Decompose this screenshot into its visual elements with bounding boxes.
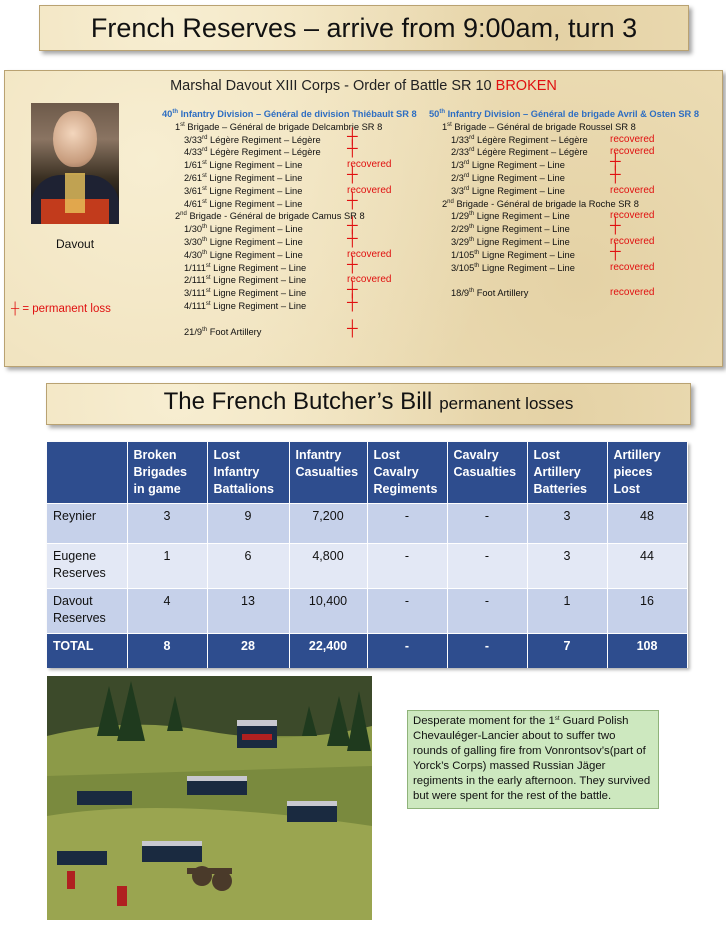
column-header: Lost Artillery Batteries xyxy=(527,442,607,504)
unit-row: 1/30th Ligne Regiment – Line ┼ xyxy=(184,217,358,235)
table-cell: 22,400 xyxy=(289,634,367,669)
column-header: Lost Infantry Battalions xyxy=(207,442,289,504)
cross-icon: ┼ xyxy=(11,303,20,315)
table-cell: 3 xyxy=(527,504,607,544)
table-cell: - xyxy=(447,634,527,669)
table-cell: - xyxy=(447,504,527,544)
permanent-loss-cross-icon: ┼ xyxy=(347,140,358,158)
table-header-row xyxy=(47,442,687,504)
unit-row: 3/111st Ligne Regiment – Line ┼ xyxy=(184,281,358,299)
permanent-loss-cross-icon: ┼ xyxy=(347,293,358,311)
row-label: TOTAL xyxy=(47,634,127,669)
row-label: Reynier xyxy=(47,504,127,544)
division-heading: 50th Infantry Division – Général de brigade Avril & Osten SR 8 xyxy=(429,109,700,119)
unit-row: 3/61st Ligne Regiment – Line recovered xyxy=(184,184,392,196)
broken-status: BROKEN xyxy=(495,78,557,94)
davout-portrait xyxy=(31,103,119,224)
permanent-loss-cross-icon: ┼ xyxy=(347,217,358,235)
losses-table xyxy=(47,442,688,668)
column-header: Infantry Casualties xyxy=(289,442,367,504)
table-cell: 7 xyxy=(527,634,607,669)
permanent-loss-cross-icon: ┼ xyxy=(347,127,358,145)
photo-caption: Desperate moment for the 1st Guard Polish Chevauléger-Lancier about to suffer two rounds of galling fire from Vonrontsov’s(part of Yorck’s Corps) massed Russian Jäger regiments in the early afternoon. They survived but were spent for the rest of the battle. xyxy=(407,710,659,809)
recovered-label: recovered xyxy=(347,159,392,171)
table-cell: 1 xyxy=(127,544,207,589)
unit-row: 1/111st Ligne Regiment – Line ┼ xyxy=(184,255,358,273)
table-cell: 9 xyxy=(207,504,289,544)
unit-row: 18/9th Foot Artillery recovered xyxy=(451,287,655,299)
unit-list xyxy=(429,121,719,300)
permanent-loss-cross-icon: ┼ xyxy=(610,153,621,171)
order-of-battle-panel xyxy=(4,70,723,367)
column-header xyxy=(47,442,127,504)
table-row xyxy=(47,544,687,589)
recovered-label: recovered xyxy=(347,184,392,196)
recovered-label: recovered xyxy=(347,248,392,260)
permanent-loss-cross-icon: ┼ xyxy=(347,191,358,209)
table-cell: 48 xyxy=(607,504,687,544)
brigade-heading: 1st Brigade – Général de brigade Roussel SR 8 xyxy=(442,121,636,132)
table-cell: 4 xyxy=(127,589,207,634)
table-cell: 7,200 xyxy=(289,504,367,544)
table-cell: 8 xyxy=(127,634,207,669)
permanent-loss-cross-icon: ┼ xyxy=(347,255,358,273)
wargame-photo xyxy=(47,676,372,920)
column-header: Cavalry Casualties xyxy=(447,442,527,504)
total-row xyxy=(47,634,687,669)
permanent-loss-cross-icon: ┼ xyxy=(347,165,358,183)
permanent-loss-legend: ┼ = permanent loss xyxy=(11,303,111,315)
table-cell: 44 xyxy=(607,544,687,589)
unit-row: 3/3rd Ligne Regiment – Line recovered xyxy=(451,184,655,196)
permanent-loss-cross-icon: ┼ xyxy=(347,281,358,299)
brigade-heading: 2nd Brigade - Général de brigade la Roche SR 8 xyxy=(442,198,639,209)
recovered-label: recovered xyxy=(610,184,655,196)
unit-row: 1/61st Ligne Regiment – Line recovered xyxy=(184,159,392,171)
reserves-banner xyxy=(39,5,689,51)
permanent-loss-cross-icon: ┼ xyxy=(347,229,358,247)
portrait-caption: Davout xyxy=(56,237,95,251)
table-row xyxy=(47,504,687,544)
table-cell: - xyxy=(367,589,447,634)
unit-row: 3/29th Ligne Regiment – Line recovered xyxy=(451,235,655,247)
oob-title: Marshal Davout XIII Corps - Order of Battle SR 10 BROKEN xyxy=(170,78,557,94)
division-heading: 40th Infantry Division – Général de division Thiébault SR 8 xyxy=(162,109,417,119)
table-cell: 3 xyxy=(127,504,207,544)
butchers-bill-banner xyxy=(46,383,691,425)
table-cell: - xyxy=(447,544,527,589)
table-cell: - xyxy=(367,634,447,669)
unit-row: 1/33rd Légère Regiment – Légère recovered xyxy=(451,133,655,145)
recovered-label: recovered xyxy=(610,210,655,222)
table-cell: 28 xyxy=(207,634,289,669)
row-label: Davout Reserves xyxy=(47,589,127,634)
unit-row: 3/105th Ligne Regiment – Line recovered xyxy=(451,261,655,273)
reserves-banner-title: French Reserves – arrive from 9:00am, turn 3 xyxy=(90,12,638,43)
row-label: Eugene Reserves xyxy=(47,544,127,589)
unit-row: 2/111st Ligne Regiment – Line recovered xyxy=(184,274,392,286)
brigade-heading: 2nd Brigade - Général de brigade Camus SR 8 xyxy=(175,211,365,222)
unit-row: 2/33rd Légère Regiment – Légère recovered xyxy=(451,146,655,158)
table-row xyxy=(47,589,687,634)
brigade-heading: 1st Brigade – Général de brigade Delcambrie SR 8 xyxy=(175,121,383,132)
table-cell: 6 xyxy=(207,544,289,589)
column-header: Artillery pieces Lost xyxy=(607,442,687,504)
unit-row: 1/3rd Ligne Regiment – Line ┼ xyxy=(451,153,621,171)
table-cell: - xyxy=(367,504,447,544)
recovered-label: recovered xyxy=(347,274,392,286)
unit-row: 4/61st Ligne Regiment – Line ┼ xyxy=(184,191,358,209)
recovered-label: recovered xyxy=(610,235,655,247)
table-cell: 108 xyxy=(607,634,687,669)
table-cell: 1 xyxy=(527,589,607,634)
unit-row: 21/9th Foot Artillery ┼ xyxy=(184,319,358,337)
butchers-bill-subtitle: permanent losses xyxy=(439,394,574,413)
permanent-loss-cross-icon: ┼ xyxy=(610,242,621,260)
unit-list xyxy=(162,121,432,339)
recovered-label: recovered xyxy=(610,133,655,145)
unit-row: 1/105th Ligne Regiment – Line ┼ xyxy=(451,242,621,260)
unit-row: 4/33rd Légère Regiment – Légère ┼ xyxy=(184,140,358,158)
unit-row: 3/33rd Légère Regiment – Légère ┼ xyxy=(184,127,358,145)
unit-row xyxy=(429,274,719,287)
table-cell: 16 xyxy=(607,589,687,634)
unit-row xyxy=(162,313,432,326)
unit-row: 1/29th Ligne Regiment – Line recovered xyxy=(451,210,655,222)
unit-row: 2/29th Ligne Regiment – Line ┼ xyxy=(451,217,621,235)
permanent-loss-cross-icon: ┼ xyxy=(347,319,358,337)
unit-row: 4/30th Ligne Regiment – Line recovered xyxy=(184,248,392,260)
table-cell: 3 xyxy=(527,544,607,589)
recovered-label: recovered xyxy=(610,146,655,158)
permanent-loss-cross-icon: ┼ xyxy=(610,165,621,183)
table-cell: - xyxy=(367,544,447,589)
recovered-label: recovered xyxy=(610,287,655,299)
column-header: Broken Brigades in game xyxy=(127,442,207,504)
table-cell: 13 xyxy=(207,589,289,634)
table-cell: - xyxy=(447,589,527,634)
table-cell: 4,800 xyxy=(289,544,367,589)
column-header: Lost Cavalry Regiments xyxy=(367,442,447,504)
unit-row: 2/3rd Ligne Regiment – Line ┼ xyxy=(451,165,621,183)
recovered-label: recovered xyxy=(610,261,655,273)
table-cell: 10,400 xyxy=(289,589,367,634)
unit-row: 3/30th Ligne Regiment – Line ┼ xyxy=(184,229,358,247)
division-50-column xyxy=(429,108,719,300)
unit-row: 4/111st Ligne Regiment – Line ┼ xyxy=(184,293,358,311)
unit-row: 2/61st Ligne Regiment – Line ┼ xyxy=(184,165,358,183)
division-40-column xyxy=(162,108,432,338)
butchers-bill-title: The French Butcher’s Bill xyxy=(163,388,433,415)
permanent-loss-cross-icon: ┼ xyxy=(610,217,621,235)
